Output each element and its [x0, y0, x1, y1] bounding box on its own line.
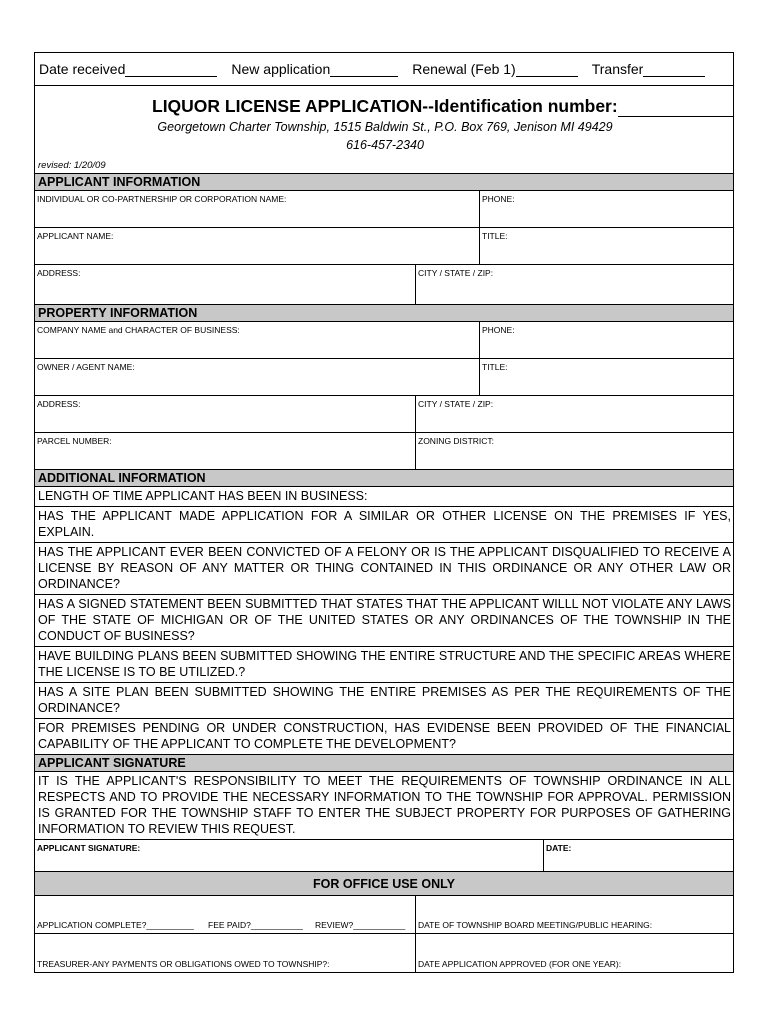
form-title-text: LIQUOR LICENSE APPLICATION--Identification number:: [152, 96, 618, 116]
transfer-field[interactable]: [592, 61, 706, 77]
question-signed-statement[interactable]: HAS A SIGNED STATEMENT BEEN SUBMITTED THAT STATES THAT THE APPLICANT WILLL NOT VIOLATE ANY LAWS OF THE STATE OF MICHIGAN OR OF THE UNITED STATES OR ANY ORDINANCES OF THE TOWNSHIP IN THE CONDUCT OF BUSINESS?: [35, 595, 733, 647]
applicant-address-row[interactable]: [35, 265, 733, 305]
applicant-name-row[interactable]: [35, 191, 733, 228]
review-field[interactable]: REVIEW?___________: [315, 920, 406, 930]
new-application-field[interactable]: [231, 61, 398, 77]
renewal-label: Renewal (Feb 1): [412, 61, 516, 77]
signature-date-label: DATE:: [546, 843, 572, 853]
board-meeting-date-field[interactable]: DATE OF TOWNSHIP BOARD MEETING/PUBLIC HEARING:: [418, 920, 653, 930]
applicant-title-row[interactable]: [35, 228, 733, 265]
township-address: Georgetown Charter Township, 1515 Baldwin St., P.O. Box 769, Jenison MI 49429: [157, 120, 613, 134]
question-site-plan[interactable]: HAS A SITE PLAN BEEN SUBMITTED SHOWING THE ENTIRE PREMISES AS PER THE REQUIREMENTS OF THE ORDINANCE?: [35, 683, 733, 719]
revised-date: revised: 1/20/09: [38, 160, 106, 171]
new-application-label: New application: [231, 61, 331, 77]
property-address-label: ADDRESS:: [37, 399, 81, 409]
header-row: [35, 53, 733, 86]
property-info-heading: PROPERTY INFORMATION: [35, 305, 733, 322]
applicant-signature-label: APPLICANT SIGNATURE:: [37, 843, 141, 853]
applicant-name-label: APPLICANT NAME:: [37, 231, 114, 241]
corp-name-label: INDIVIDUAL OR CO-PARTNERSHIP OR CORPORATION NAME:: [37, 194, 287, 204]
responsibility-statement: IT IS THE APPLICANT'S RESPONSIBILITY TO MEET THE REQUIREMENTS OF TOWNSHIP ORDINANCE IN ALL RESPECTS AND TO PROVIDE THE NECESSARY INFORMATION TO THE TOWNSHIP FOR APPROVAL. PERMISSION IS GRANTED FOR THE TOWNSHIP STAFF TO ENTER THE SUBJECT PROPERTY FOR PURPOSES OF GATHERING INFORMATION TO REVIEW THIS REQUEST.: [35, 772, 733, 840]
date-received-field[interactable]: [39, 61, 217, 77]
township-phone: 616-457-2340: [346, 138, 424, 152]
applicant-address-label: ADDRESS:: [37, 268, 81, 278]
renewal-field[interactable]: [412, 61, 578, 77]
date-received-label: Date received: [39, 61, 126, 77]
parcel-row[interactable]: [35, 433, 733, 470]
owner-name-label: OWNER / AGENT NAME:: [37, 362, 135, 372]
property-address-row[interactable]: [35, 396, 733, 433]
application-complete-field[interactable]: APPLICATION COMPLETE?__________: [37, 920, 194, 930]
office-row-1[interactable]: [35, 896, 733, 934]
title-block: [35, 86, 733, 174]
office-row-2[interactable]: [35, 934, 733, 972]
applicant-title-label: TITLE:: [482, 231, 508, 241]
applicant-info-heading: APPLICANT INFORMATION: [35, 174, 733, 191]
additional-info-heading: ADDITIONAL INFORMATION: [35, 470, 733, 487]
renewal-line[interactable]: [516, 62, 578, 77]
owner-title-label: TITLE:: [482, 362, 508, 372]
company-row[interactable]: [35, 322, 733, 359]
property-csz-label: CITY / STATE / ZIP:: [418, 399, 494, 409]
company-name-label: COMPANY NAME and CHARACTER OF BUSINESS:: [37, 325, 240, 335]
identification-number-line[interactable]: [618, 98, 734, 117]
question-financial-capability[interactable]: FOR PREMISES PENDING OR UNDER CONSTRUCTION, HAS EVIDENSE BEEN PROVIDED OF THE FINANCIAL CAPABILITY OF THE APPLICANT TO COMPLETE THE DEVELOPMENT?: [35, 719, 733, 755]
fee-paid-field[interactable]: FEE PAID?___________: [208, 920, 303, 930]
zoning-district-label: ZONING DISTRICT:: [418, 436, 495, 446]
treasurer-obligations-field[interactable]: TREASURER-ANY PAYMENTS OR OBLIGATIONS OWED TO TOWNSHIP?:: [37, 959, 330, 969]
property-phone-label: PHONE:: [482, 325, 515, 335]
office-use-heading: FOR OFFICE USE ONLY: [35, 872, 733, 896]
question-prior-application[interactable]: HAS THE APPLICANT MADE APPLICATION FOR A SIMILAR OR OTHER LICENSE ON THE PREMISES IF YES, EXPLAIN.: [35, 507, 733, 543]
parcel-number-label: PARCEL NUMBER:: [37, 436, 112, 446]
question-business-length[interactable]: LENGTH OF TIME APPLICANT HAS BEEN IN BUSINESS:: [35, 487, 733, 507]
owner-row[interactable]: [35, 359, 733, 396]
question-felony[interactable]: HAS THE APPLICANT EVER BEEN CONVICTED OF A FELONY OR IS THE APPLICANT DISQUALIFIED TO RECEIVE A LICENSE BY REASON OF ANY MATTER OR THING CONTAINED IN THIS ORDINANCE OR ANY OTHER LAW OR ORDINANCE?: [35, 543, 733, 595]
date-received-line[interactable]: [125, 62, 217, 77]
liquor-license-form: [34, 52, 734, 973]
applicant-signature-heading: APPLICANT SIGNATURE: [35, 755, 733, 772]
transfer-line[interactable]: [643, 62, 705, 77]
signature-row[interactable]: [35, 840, 733, 872]
new-application-line[interactable]: [330, 62, 398, 77]
question-building-plans[interactable]: HAVE BUILDING PLANS BEEN SUBMITTED SHOWING THE ENTIRE STRUCTURE AND THE SPECIFIC AREAS WHERE THE LICENSE IS TO BE UTILIZED.?: [35, 647, 733, 683]
form-title: [152, 96, 734, 117]
applicant-csz-label: CITY / STATE / ZIP:: [418, 268, 494, 278]
transfer-label: Transfer: [591, 61, 644, 77]
date-approved-field[interactable]: DATE APPLICATION APPROVED (FOR ONE YEAR):: [418, 959, 622, 969]
applicant-phone-label: PHONE:: [482, 194, 515, 204]
